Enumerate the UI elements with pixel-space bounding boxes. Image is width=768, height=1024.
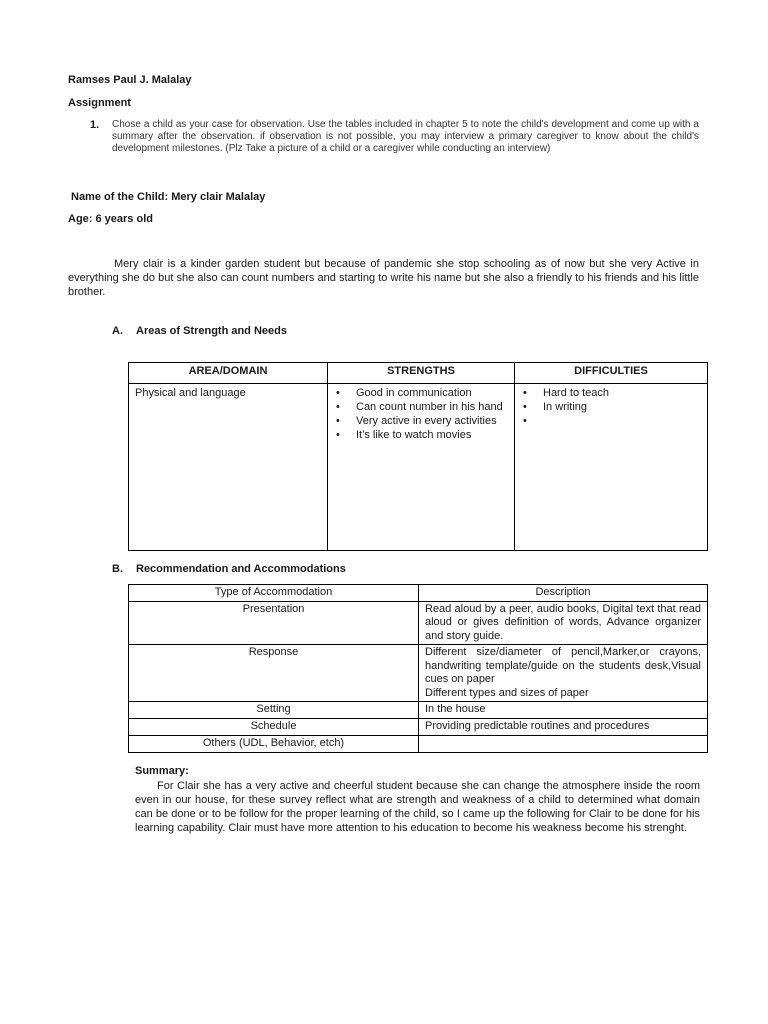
description-cell: Read aloud by a peer, audio books, Digital text that read aloud or gives definition of words, Advance organizer and story guide. xyxy=(419,601,708,645)
table-row xyxy=(129,645,708,702)
description-cell xyxy=(419,736,708,753)
table-row xyxy=(129,702,708,719)
section-a-title: Areas of Strength and Needs xyxy=(136,325,287,337)
description-cell: In the house xyxy=(419,702,708,719)
list-item: • Very active in every activities xyxy=(334,414,508,428)
header-type: Type of Accommodation xyxy=(129,585,419,602)
list-item: • It’s like to watch movies xyxy=(334,428,508,442)
description-line: Different size/diameter of pencil,Marker,or crayons, handwriting template/guide on the students desk,Visual cues on paper xyxy=(425,646,701,685)
list-item: • Can count number in his hand xyxy=(334,400,508,414)
question-text: Chose a child as your case for observation. Use the tables included in chapter 5 to note the child's development and come up with a summary after the observation. if observation is not possible, you may interview a primary caregiver to know about the child's development milestones. (Plz Take a picture of a child or a caregiver while conducting an interview) xyxy=(112,119,699,154)
header-strengths: STRENGTHS xyxy=(328,363,515,384)
section-a-letter: A. xyxy=(112,325,123,337)
question-number: 1. xyxy=(90,119,100,131)
section-a-heading xyxy=(112,324,287,338)
table-header-row xyxy=(129,363,708,384)
area-cell: Physical and language xyxy=(129,384,328,551)
author-name: Ramses Paul J. Malalay xyxy=(68,74,192,86)
table-row xyxy=(129,736,708,753)
list-item: • Good in communication xyxy=(334,386,508,400)
header-description: Description xyxy=(419,585,708,602)
accommodations-table xyxy=(128,584,708,753)
child-age: Age: 6 years old xyxy=(68,213,153,225)
type-cell: Response xyxy=(129,645,419,702)
description-line: Different types and sizes of paper xyxy=(425,686,589,699)
summary-text: For Clair she has a very active and cheerful student because she can change the atmosphere inside the room even in our house, for these survey reflect what are strength and weakness of a child to determined what domain can be done or to be follow for the proper learning of the child, so I came up the following for Clair to be done for his learning capability. Clair must have more attention to his education to become his weakness become his strenght. xyxy=(135,780,700,834)
description-cell xyxy=(419,645,708,702)
type-cell: Presentation xyxy=(129,601,419,645)
header-difficulties: DIFFICULTIES xyxy=(515,363,708,384)
section-b-heading xyxy=(112,562,346,576)
strengths-cell xyxy=(328,384,515,551)
intro-paragraph xyxy=(68,257,699,299)
assignment-heading: Assignment xyxy=(68,97,131,109)
strengths-needs-table xyxy=(128,362,708,551)
section-b-title: Recommendation and Accommodations xyxy=(136,563,346,575)
difficulties-list xyxy=(521,386,701,428)
header-area: AREA/DOMAIN xyxy=(129,363,328,384)
summary-label: Summary: xyxy=(135,765,189,777)
list-item: • Hard to teach xyxy=(521,386,701,400)
intro-text: Mery clair is a kinder garden student but because of pandemic she stop schooling as of now but she very Active in everything she do but she also can count numbers and starting to write his name but she also a friendly to his friends and his little brother. xyxy=(68,258,699,298)
list-item: • In writing xyxy=(521,400,701,414)
table-row xyxy=(129,601,708,645)
description-cell: Providing predictable routines and procedures xyxy=(419,719,708,736)
summary-paragraph xyxy=(135,779,700,835)
child-name: Name of the Child: Mery clair Malalay xyxy=(71,191,266,203)
section-b-letter: B. xyxy=(112,563,123,575)
table-row xyxy=(129,384,708,551)
difficulties-cell xyxy=(515,384,708,551)
type-cell: Setting xyxy=(129,702,419,719)
strengths-list xyxy=(334,386,508,442)
table-row xyxy=(129,719,708,736)
table-header-row xyxy=(129,585,708,602)
type-cell: Others (UDL, Behavior, etch) xyxy=(129,736,419,753)
list-item xyxy=(521,414,701,428)
type-cell: Schedule xyxy=(129,719,419,736)
